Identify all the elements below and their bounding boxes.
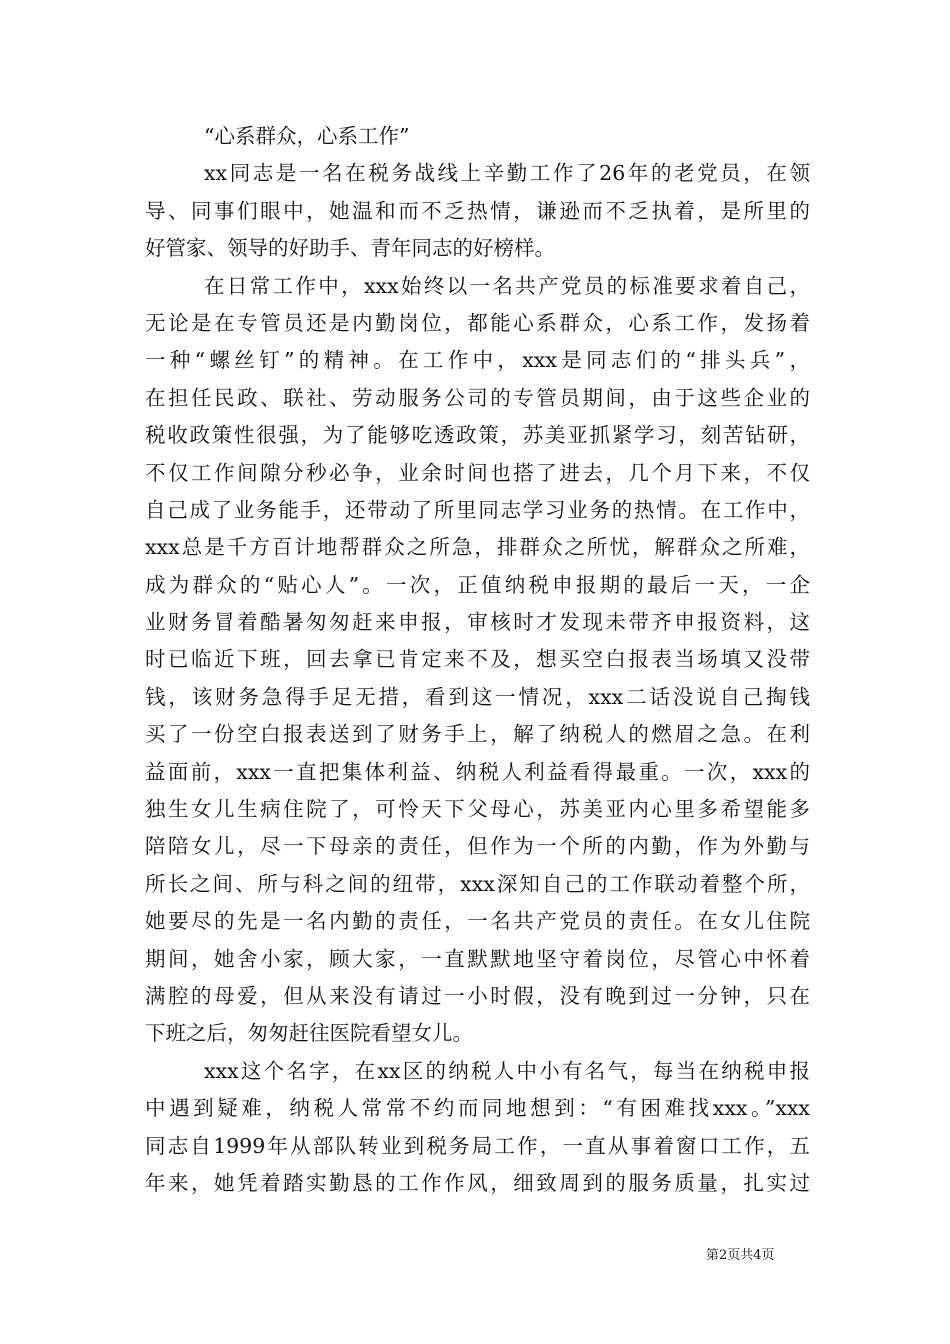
text-line: 自己成了业务能手，还带动了所里同志学习业务的热情。在工作中，: [145, 497, 810, 522]
text-line: 买了一份空白报表送到了财务手上，解了纳税人的燃眉之急。在利: [145, 722, 810, 747]
text-line: 中遇到疑难，纳税人常常不约而同地想到：“有困难找xxx。”xxx: [145, 1096, 810, 1121]
text-line: 益面前，xxx一直把集体利益、纳税人利益看得最重。一次，xxx的: [145, 759, 810, 784]
text-line: 陪陪女儿，尽一下母亲的责任，但作为一个所的内勤，作为外勤与: [145, 834, 810, 859]
text-line: 税收政策性很强，为了能够吃透政策，苏美亚抓紧学习，刻苦钻研，: [145, 423, 810, 448]
body-text: [145, 118, 810, 1202]
text-line: 钱，该财务急得手足无措，看到这一情况，xxx二话没说自己掏钱: [145, 684, 810, 709]
text-line: 导、同事们眼中，她温和而不乏热情，谦逊而不乏执着，是所里的: [145, 198, 810, 223]
article-heading: “心系群众，心系工作”: [204, 124, 410, 148]
text-line: 期间，她舍小家，顾大家，一直默默地坚守着岗位，尽管心中怀着: [145, 946, 810, 971]
text-line: 满腔的母爱，但从来没有请过一小时假，没有晚到过一分钟，只在: [145, 983, 810, 1008]
text-line: 在担任民政、联社、劳动服务公司的专管员期间，由于这些企业的: [145, 385, 810, 410]
text-line: xxx这个名字，在xx区的纳税人中小有名气，每当在纳税申报: [204, 1058, 810, 1083]
text-line: 业财务冒着酷暑匆匆赶来申报，审核时才发现未带齐申报资料，这: [145, 610, 810, 635]
text-line: 她要尽的先是一名内勤的责任，一名共产党员的责任。在女儿住院: [145, 909, 810, 934]
text-line: 无论是在专管员还是内勤岗位，都能心系群众，心系工作，发扬着: [145, 310, 810, 335]
text-line: xx同志是一名在税务战线上辛勤工作了26年的老党员，在领: [204, 161, 810, 186]
text-line: 年来，她凭着踏实勤恳的工作作风，细致周到的服务质量，扎实过: [145, 1170, 810, 1195]
text-line: 同志自1999年从部队转业到税务局工作，一直从事着窗口工作，五: [145, 1133, 810, 1158]
text-line: 在日常工作中，xxx始终以一名共产党员的标准要求着自己，: [204, 273, 810, 298]
text-line: 一种“螺丝钉”的精神。在工作中，xxx是同志们的“排头兵”，: [145, 348, 810, 373]
text-line: xxx总是千方百计地帮群众之所急，排群众之所忧，解群众之所难，: [145, 535, 810, 560]
text-line: 独生女儿生病住院了，可怜天下父母心，苏美亚内心里多希望能多: [145, 797, 810, 822]
text-line: 成为群众的“贴心人”。一次，正值纳税申报期的最后一天，一企: [145, 572, 810, 597]
text-line: 不仅工作间隙分秒必争，业余时间也搭了进去，几个月下来，不仅: [145, 460, 810, 485]
text-line: 下班之后，匆匆赶往医院看望女儿。: [145, 1021, 473, 1046]
text-line: 所长之间、所与科之间的纽带，xxx深知自己的工作联动着整个所，: [145, 871, 810, 896]
text-line: 时已临近下班，回去拿已肯定来不及，想买空白报表当场填又没带: [145, 647, 810, 672]
text-line: 好管家、领导的好助手、青年同志的好榜样。: [145, 236, 555, 261]
page-number: 第2页共4页: [706, 1248, 775, 1263]
